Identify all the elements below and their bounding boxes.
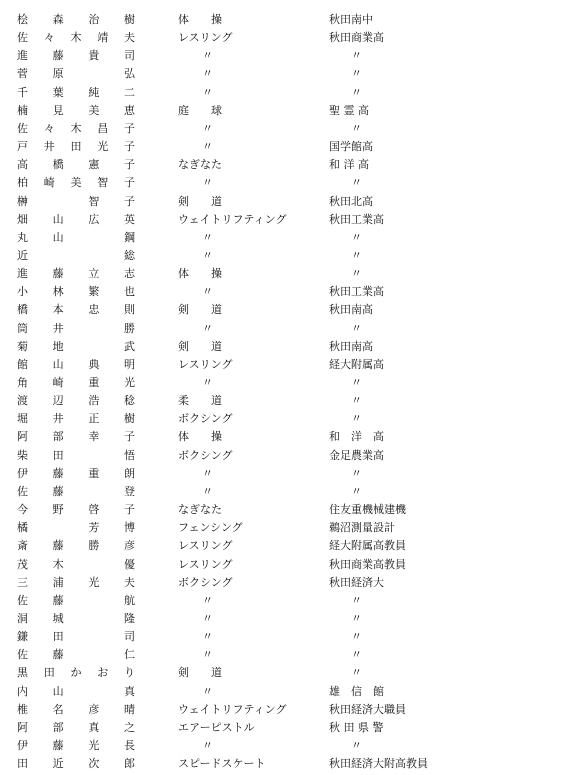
roster-row bbox=[0, 737, 573, 755]
person-name: 内 山 真 bbox=[17, 684, 135, 698]
person-name: 黒 田 か お り bbox=[17, 666, 135, 680]
roster-row bbox=[0, 320, 573, 338]
roster-row bbox=[0, 556, 573, 574]
affiliation: 秋田経済大 bbox=[329, 575, 384, 589]
person-name: 畑 山 広 英 bbox=[17, 212, 135, 226]
roster-row bbox=[0, 247, 573, 265]
sport-event: 〃 bbox=[202, 248, 213, 262]
roster-row bbox=[0, 174, 573, 192]
sport-event: 〃 bbox=[202, 684, 213, 698]
roster-row bbox=[0, 211, 573, 229]
affiliation: 秋田南高 bbox=[329, 339, 373, 353]
person-name: 茂 木 優 bbox=[17, 557, 135, 571]
sport-event: 〃 bbox=[202, 321, 213, 335]
person-name: 堀 井 正 樹 bbox=[17, 412, 135, 426]
person-name: 阿 部 幸 子 bbox=[17, 430, 135, 444]
affiliation: 〃 bbox=[351, 49, 362, 63]
person-name: 榊 智 子 bbox=[17, 194, 135, 208]
person-name: 近 総 bbox=[17, 248, 135, 262]
roster-row bbox=[0, 501, 573, 519]
roster-row bbox=[0, 428, 573, 446]
affiliation: 秋田工業高 bbox=[329, 285, 384, 299]
person-name: 田 近 次 郎 bbox=[17, 757, 135, 771]
affiliation: 〃 bbox=[351, 484, 362, 498]
sport-event: ウェイトリフティング bbox=[178, 212, 287, 226]
sport-event: 〃 bbox=[202, 140, 213, 154]
sport-event: ボクシング bbox=[178, 412, 233, 426]
roster-row bbox=[0, 719, 573, 737]
affiliation: 〃 bbox=[351, 67, 362, 81]
person-name: 伊 藤 光 長 bbox=[17, 739, 135, 752]
person-name: 筒 井 勝 bbox=[17, 321, 135, 335]
person-name: 佐 藤 航 bbox=[17, 593, 135, 607]
roster-row bbox=[0, 392, 573, 410]
roster-row bbox=[0, 628, 573, 646]
roster-row bbox=[0, 301, 573, 319]
roster-row bbox=[0, 683, 573, 701]
roster-row bbox=[0, 646, 573, 664]
sport-event: 〃 bbox=[202, 630, 213, 644]
sport-event: 剣 道 bbox=[178, 339, 222, 353]
person-name: 楠 見 美 恵 bbox=[17, 103, 135, 117]
person-name: 小 林 繁 也 bbox=[17, 285, 135, 299]
sport-event: フェンシング bbox=[178, 521, 243, 535]
affiliation: 〃 bbox=[351, 321, 362, 335]
roster-row bbox=[0, 537, 573, 555]
roster-row bbox=[0, 410, 573, 428]
roster-row bbox=[0, 465, 573, 483]
sport-event: レスリング bbox=[178, 557, 233, 571]
person-name: 伊 藤 重 朗 bbox=[17, 466, 135, 480]
affiliation: 〃 bbox=[351, 412, 362, 426]
sport-event: レスリング bbox=[178, 539, 233, 553]
roster-row bbox=[0, 701, 573, 719]
roster-row bbox=[0, 447, 573, 465]
person-name: 丸 山 鋼 bbox=[17, 230, 135, 244]
sport-event: 〃 bbox=[202, 85, 213, 99]
sport-event: レスリング bbox=[178, 31, 233, 45]
sport-event: なぎなた bbox=[178, 158, 222, 172]
sport-event: 〃 bbox=[202, 49, 213, 63]
person-name: 鎌 田 司 bbox=[17, 630, 135, 644]
roster-row bbox=[0, 664, 573, 682]
affiliation: 〃 bbox=[351, 376, 362, 389]
roster-row bbox=[0, 610, 573, 628]
roster-row bbox=[0, 356, 573, 374]
affiliation: 〃 bbox=[351, 648, 362, 662]
affiliation: 経大附属高教員 bbox=[329, 539, 406, 553]
affiliation: 秋田経済大附高教員 bbox=[329, 757, 428, 771]
sport-event: 〃 bbox=[202, 593, 213, 607]
roster-row bbox=[0, 156, 573, 174]
person-name: 角 崎 重 光 bbox=[17, 376, 135, 389]
affiliation: 秋田北高 bbox=[329, 194, 373, 208]
sport-event: 〃 bbox=[202, 648, 213, 662]
affiliation: 〃 bbox=[351, 666, 362, 680]
affiliation: 〃 bbox=[351, 230, 362, 244]
roster-row bbox=[0, 283, 573, 301]
affiliation: 鵜沼測量設計 bbox=[329, 521, 395, 535]
affiliation: 秋田南高 bbox=[329, 303, 373, 317]
sport-event: 体 操 bbox=[178, 430, 222, 444]
person-name: 菅 原 弘 bbox=[17, 67, 135, 81]
person-name: 阿 部 真 之 bbox=[17, 720, 135, 734]
roster-row bbox=[0, 519, 573, 537]
affiliation: 〃 bbox=[351, 267, 362, 281]
person-name: 戸 井 田 光 子 bbox=[17, 140, 135, 154]
person-name: 三 浦 光 夫 bbox=[17, 575, 135, 589]
sport-event: スピードスケート bbox=[178, 757, 266, 771]
person-name: 柏 崎 美 智 子 bbox=[17, 176, 135, 190]
roster-row bbox=[0, 138, 573, 156]
person-name: 橋 本 忠 則 bbox=[17, 303, 135, 317]
affiliation: 秋田経済大職員 bbox=[329, 702, 406, 716]
sport-event: レスリング bbox=[178, 357, 233, 371]
person-name: 菊 地 武 bbox=[17, 339, 135, 353]
affiliation: 秋田商業高 bbox=[329, 31, 384, 45]
person-name: 洞 城 隆 bbox=[17, 611, 135, 625]
person-name: 千 葉 純 二 bbox=[17, 85, 135, 99]
affiliation: 〃 bbox=[351, 121, 362, 135]
person-name: 橘 芳 博 bbox=[17, 521, 135, 535]
sport-event: 剣 道 bbox=[178, 303, 222, 317]
person-name: 進 藤 貴 司 bbox=[17, 49, 135, 63]
sport-event: 〃 bbox=[202, 176, 213, 190]
person-name: 進 藤 立 志 bbox=[17, 267, 135, 281]
sport-event: 〃 bbox=[202, 121, 213, 135]
affiliation: 国学館高 bbox=[329, 140, 373, 154]
person-name: 佐 々 木 靖 夫 bbox=[17, 31, 135, 45]
roster-row bbox=[0, 11, 573, 29]
roster-row bbox=[0, 755, 573, 773]
sport-event: 柔 道 bbox=[178, 394, 222, 408]
sport-event: 〃 bbox=[202, 285, 213, 299]
sport-event: 体 操 bbox=[178, 13, 222, 26]
roster-row bbox=[0, 229, 573, 247]
sport-event: ウェイトリフティング bbox=[178, 702, 287, 716]
roster-row bbox=[0, 102, 573, 120]
person-name: 椎 名 彦 晴 bbox=[17, 702, 135, 716]
sport-event: ボクシング bbox=[178, 448, 233, 462]
person-name: 高 橋 憲 子 bbox=[17, 158, 135, 172]
sport-event: ボクシング bbox=[178, 575, 233, 589]
affiliation: 〃 bbox=[351, 85, 362, 99]
affiliation: 〃 bbox=[351, 466, 362, 480]
sport-event: 体 操 bbox=[178, 267, 222, 281]
affiliation: 〃 bbox=[351, 611, 362, 625]
affiliation: 金足農業高 bbox=[329, 448, 384, 462]
sport-event: 剣 道 bbox=[178, 666, 222, 680]
affiliation: 秋 田 県 警 bbox=[329, 720, 384, 734]
roster-row bbox=[0, 483, 573, 501]
affiliation: 和 洋 高 bbox=[329, 430, 384, 444]
affiliation: 秋田工業高 bbox=[329, 212, 384, 226]
roster-row bbox=[0, 592, 573, 610]
roster-row bbox=[0, 65, 573, 83]
roster-row bbox=[0, 29, 573, 47]
sport-event: 〃 bbox=[202, 466, 213, 480]
sport-event: 〃 bbox=[202, 484, 213, 498]
roster-row bbox=[0, 84, 573, 102]
roster-row bbox=[0, 47, 573, 65]
sport-event: 〃 bbox=[202, 67, 213, 81]
sport-event: 〃 bbox=[202, 611, 213, 625]
sport-event: 剣 道 bbox=[178, 194, 222, 208]
sport-event: 〃 bbox=[202, 230, 213, 244]
affiliation: 〃 bbox=[351, 394, 362, 408]
sport-event: 〃 bbox=[202, 376, 213, 389]
person-name: 館 山 典 明 bbox=[17, 357, 135, 371]
sport-event: 〃 bbox=[202, 739, 213, 752]
affiliation: 聖 霊 高 bbox=[329, 103, 369, 117]
roster-row bbox=[0, 374, 573, 392]
affiliation: 〃 bbox=[351, 176, 362, 190]
affiliation: 和 洋 高 bbox=[329, 158, 369, 172]
person-name: 佐 々 木 昌 子 bbox=[17, 121, 135, 135]
person-name: 渡 辺 浩 稔 bbox=[17, 394, 135, 408]
roster-row bbox=[0, 265, 573, 283]
affiliation: 〃 bbox=[351, 739, 362, 752]
person-name: 斎 藤 勝 彦 bbox=[17, 539, 135, 553]
person-name: 佐 藤 登 bbox=[17, 484, 135, 498]
roster-row bbox=[0, 574, 573, 592]
roster-row bbox=[0, 120, 573, 138]
sport-event: 庭 球 bbox=[178, 103, 222, 117]
roster-row bbox=[0, 338, 573, 356]
roster-row bbox=[0, 193, 573, 211]
affiliation: 秋田商業高教員 bbox=[329, 557, 406, 571]
affiliation: 経大附属高 bbox=[329, 357, 384, 371]
sport-event: エアーピストル bbox=[178, 720, 255, 734]
person-name: 柴 田 悟 bbox=[17, 448, 135, 462]
sport-event: なぎなた bbox=[178, 503, 222, 517]
person-name: 桧 森 治 樹 bbox=[17, 13, 135, 26]
affiliation: 〃 bbox=[351, 630, 362, 644]
affiliation: 雄 信 館 bbox=[329, 684, 384, 698]
person-name: 今 野 啓 子 bbox=[17, 503, 135, 517]
affiliation: 秋田南中 bbox=[329, 13, 373, 26]
affiliation: 住友重機械建機 bbox=[329, 503, 406, 517]
person-name: 佐 藤 仁 bbox=[17, 648, 135, 662]
affiliation: 〃 bbox=[351, 248, 362, 262]
affiliation: 〃 bbox=[351, 593, 362, 607]
